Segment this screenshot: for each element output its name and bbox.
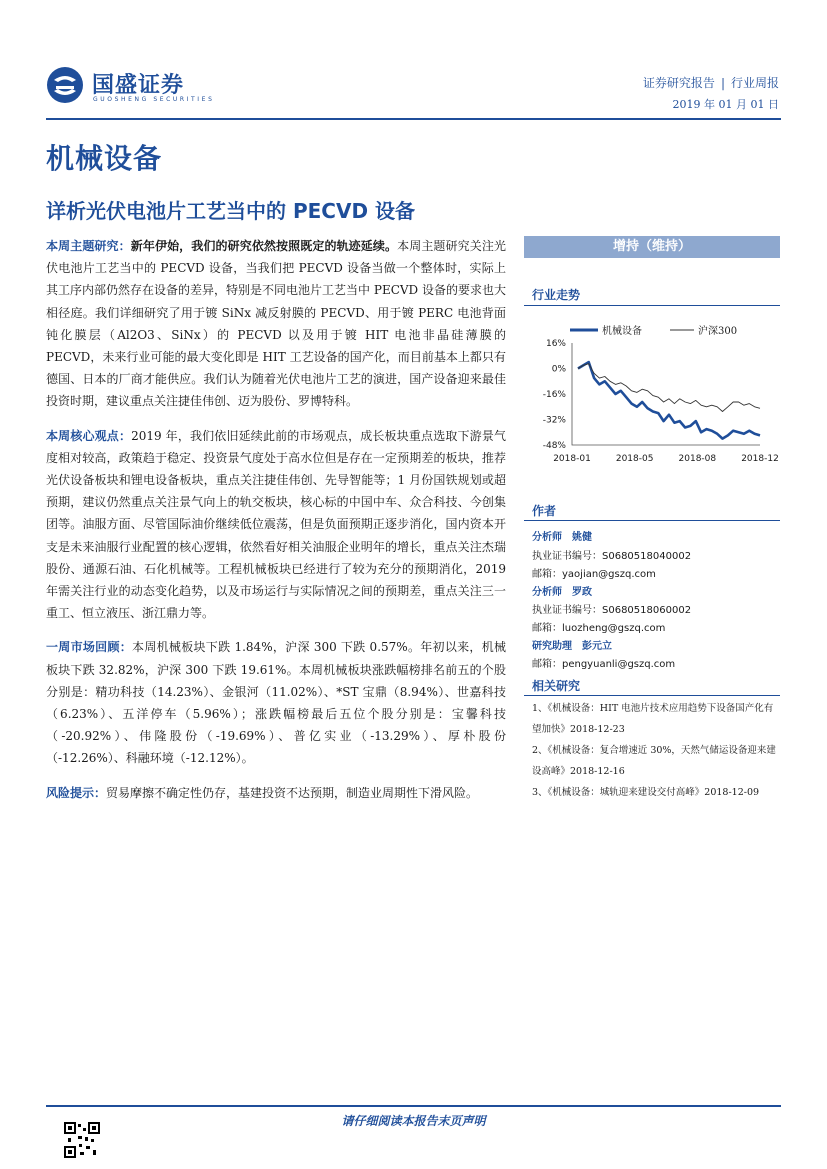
rating-badge: 增持（维持） [524,236,780,258]
header-separator: | [720,76,725,90]
related-heading: 相关研究 [532,679,581,693]
trend-chart [524,318,780,468]
y-tick-label: 0% [551,364,566,375]
trend-divider [524,305,780,306]
cert-label: 执业证书编号： [532,551,602,562]
theme-label: 本周主题研究： [46,239,131,253]
sector-title: 机械设备 [46,142,163,175]
author-3-email [532,655,675,670]
email-label: 邮箱： [532,623,562,634]
theme-text: 本周主题研究关注光伏电池片工艺当中的 PECVD 设备，当我们把 PECVD 设备当做一个整体时，实际上其工序内部仍然存在设备的差异，特别是不同电池片工艺当中 PECVD 设备的要求也大相径庭。我们详细研究了用于镀 SiNx 减反射膜的 PECVD、用于镀 PERC 电池背面钝化膜层（Al2O3、SiNx）的 PECVD 以及用于镀 HIT 电池非晶硅薄膜的 PECVD，未来行业可能的最大变化即是 HIT 工艺设备的国产化，而目前基本上都只有德国、日本的厂商才能供应。我们认为随着光伏电池片工艺的演进，国产设备迎来最佳投资时期，建议重点关注捷佳伟创、迈为股份、罗博特科。 [46,239,506,409]
author-1 [532,528,592,543]
author-2-cert [532,601,691,616]
authors-heading: 作者 [532,504,557,518]
x-tick-label: 2018-08 [678,454,717,464]
logo-text-en: GUOSHENG SECURITIES [93,96,215,103]
related-divider [524,695,780,696]
author-role: 分析师 [532,532,562,543]
email-link[interactable]: pengyuanli@gszq.com [562,659,676,670]
related-item[interactable]: 2、《机械设备：复合增速近 30%，天然气储运设备迎来建设高峰》2018-12-16 [532,745,776,777]
theme-lead: 新年伊始，我们的研究依然按照既定的轨迹延续。 [130,239,398,253]
logo-text-cn: 国盛证券 [92,73,185,98]
email-link[interactable]: luozheng@gszq.com [562,623,666,634]
related-list [532,698,778,803]
email-label: 邮箱： [532,659,562,670]
logo-mark-icon [46,66,84,104]
report-title: 详析光伏电池片工艺当中的 PECVD 设备 [46,199,416,223]
core-view-label: 本周核心观点： [46,428,132,443]
cert-label: 执业证书编号： [532,605,602,616]
author-role: 分析师 [532,587,562,598]
main-text [46,235,506,816]
y-tick-label: -32% [542,415,566,426]
author-name: 罗政 [572,587,592,598]
report-date: 2019 年 01 月 01 日 [672,98,779,111]
authors-divider [524,520,780,521]
x-tick-label: 2018-05 [615,454,654,464]
header-divider [46,118,781,120]
risk-text: 贸易摩擦不确定性仍存，基建投资不达预期，制造业周期性下滑风险。 [106,785,479,800]
x-tick-label: 2018-01 [553,454,591,464]
series-line-mech [578,362,760,439]
cert-number: S0680518040002 [602,551,692,562]
footer-disclaimer: 请仔细阅读本报告末页声明 [341,1114,486,1128]
email-link[interactable]: yaojian@gszq.com [562,569,656,580]
company-logo [46,66,216,106]
risk-label: 风险提示： [46,785,107,800]
legend-hs300-label: 沪深300 [698,326,738,337]
author-2 [532,583,592,598]
report-type: 证券研究报告 [642,76,715,90]
author-2-email [532,619,665,634]
author-name: 姚健 [572,532,592,543]
x-tick-label: 2018-12 [741,454,779,464]
core-view-text: 2019 年，我们依旧延续此前的市场观点，成长板块重点选取下游景气度相对较高，政策趋于稳定、投资景气度处于高水位但是存在一定预期差的板块，推荐光伏设备板块和锂电设备板块，重点关注捷佳伟创、先导智能等；1 月份国铁规划或超预期，建议仍然重点关注景气向上的轨交板块，核心标的中国中车、众合科技、今创集团等。油服方面、尽管国际油价继续低位震荡，但是负面预期正逐步消化，国内资本开支是未来油服行业配置的核心逻辑，依然看好相关油服企业明年的增长，重点关注杰瑞股份、通源石油、石化机械等。工程机械板块已经进行了较为充分的预期消化，2019 年需关注行业的动态变化趋势，以及市场运行与实际情况之间的预期差，重点关注三一重工、恒立液压、浙江鼎力等。 [46,428,506,621]
email-label: 邮箱： [532,569,562,580]
legend-mech-label: 机械设备 [602,326,642,337]
series-line-hs300 [578,364,760,412]
cert-number: S0680518060002 [602,605,692,616]
author-name: 彭元立 [582,641,612,652]
paragraph-core-view [46,425,506,625]
paragraph-market-review [46,636,506,769]
trend-heading: 行业走势 [532,288,581,302]
author-1-email [532,565,656,580]
qr-code-icon [64,1122,100,1158]
author-role: 研究助理 [532,641,572,652]
y-tick-label: 16% [545,339,566,349]
y-tick-label: -48% [542,441,566,451]
report-category [643,74,779,91]
chart-legend [570,324,737,337]
market-review-label: 一周市场回顾： [46,640,133,655]
author-1-cert [532,547,691,562]
related-item[interactable]: 1、《机械设备：HIT 电池片技术应用趋势下设备国产化有望加快》2018-12-23 [532,703,774,735]
report-kind: 行业周报 [730,76,779,90]
footer-divider [46,1105,781,1107]
related-item[interactable]: 3、《机械设备：城轨迎来建设交付高峰》2018-12-09 [532,787,760,798]
chart-axes [572,343,760,445]
author-3 [532,637,612,652]
paragraph-risk [46,782,506,804]
market-review-text: 本周机械板块下跌 1.84%，沪深 300 下跌 0.57%。年初以来，机械板块下跌 32.82%，沪深 300 下跌 19.61%。本周机械板块涨跌幅榜排名前五的个股分别是：精功科技（14.23%）、金银河（11.02%）、*ST 宝鼎（8.94%）、世嘉科技（6.23%）、五洋停车（5.96%）；涨跌幅榜最后五位个股分别是：宝馨科技（-20.92%）、伟隆股份（-19.69%）、普亿实业（-13.29%）、厚朴股份（-12.26%）、科融环境（-12.12%）。 [46,640,506,766]
paragraph-theme [46,235,506,413]
y-tick-label: -16% [542,390,566,400]
